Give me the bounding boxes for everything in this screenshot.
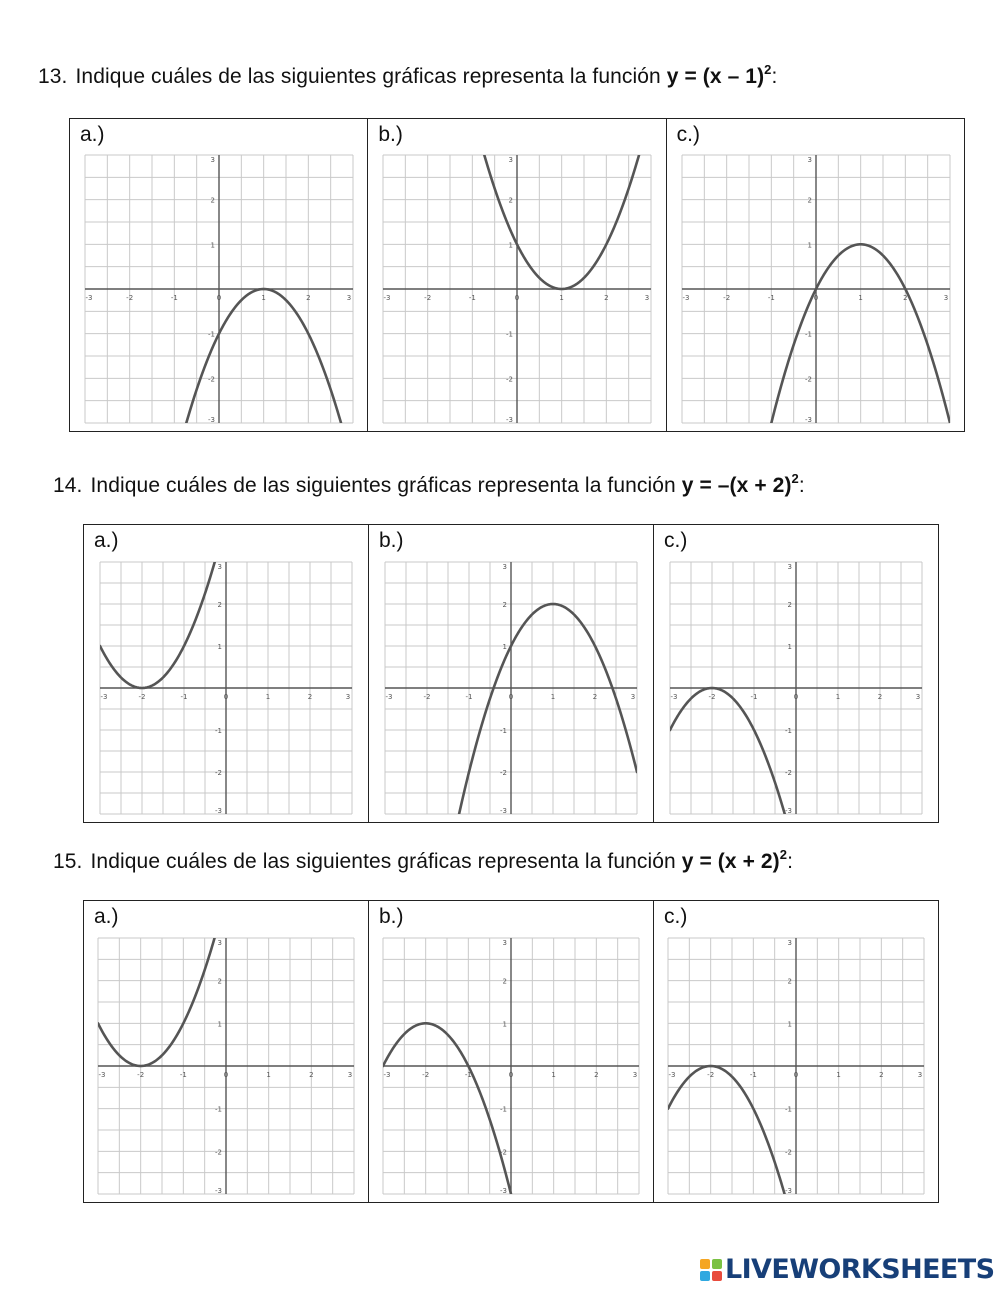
question-suffix: : [798, 474, 805, 497]
x-tick-label: -1 [469, 294, 477, 302]
x-tick-label: -2 [424, 294, 432, 302]
x-tick-label: 1 [265, 693, 271, 701]
y-tick-label: 1 [210, 241, 215, 250]
x-tick-label: -1 [464, 1071, 472, 1079]
y-tick-label: -1 [500, 1105, 507, 1114]
question-text: Indique cuáles de las siguientes gráficas representa la función [90, 474, 682, 497]
coordinate-plot [670, 562, 922, 814]
x-tick-label: 1 [559, 294, 565, 302]
graph-panel-15b[interactable] [369, 901, 654, 1202]
x-tick-label: 2 [879, 1071, 884, 1079]
x-tick-label: 2 [592, 693, 598, 701]
question-formula: y = (x – 1) [666, 65, 765, 88]
x-tick-label: 2 [902, 294, 908, 302]
x-tick-label: -3 [668, 1071, 676, 1079]
x-tick-label: 2 [594, 1071, 599, 1079]
x-tick-label: 1 [266, 1071, 271, 1079]
graph-panel-14b[interactable] [369, 525, 654, 822]
y-tick-label: 3 [787, 563, 792, 571]
x-tick-label: -3 [670, 693, 678, 701]
y-tick-label: -3 [500, 807, 507, 815]
y-tick-label: 1 [807, 241, 812, 250]
y-tick-label: 2 [217, 601, 222, 609]
panel-label: b.) [379, 529, 404, 552]
y-tick-label: 1 [502, 643, 507, 651]
y-tick-label: -3 [215, 807, 222, 815]
x-tick-label: 2 [307, 693, 313, 701]
coordinate-plot [383, 938, 639, 1194]
formula-exponent: 2 [764, 62, 772, 77]
y-tick-label: -2 [500, 1148, 507, 1157]
x-tick-label: 2 [604, 294, 609, 302]
logo-icon [700, 1259, 722, 1281]
x-tick-label: -3 [385, 693, 393, 701]
y-tick-label: -2 [506, 375, 514, 384]
y-tick-label: 2 [787, 601, 792, 609]
y-tick-label: -1 [500, 727, 507, 735]
x-tick-label: -3 [682, 294, 690, 302]
y-tick-label: 2 [217, 977, 222, 986]
panel-label: a.) [94, 905, 119, 928]
y-tick-label: 2 [508, 196, 514, 205]
coordinate-plot [668, 938, 924, 1194]
y-tick-label: 3 [787, 939, 792, 947]
graph-panel-14a[interactable] [84, 525, 369, 822]
liveworksheets-logo[interactable] [700, 1254, 994, 1285]
logo-square-1 [700, 1259, 710, 1269]
y-tick-label: 1 [502, 1020, 507, 1029]
y-tick-label: 3 [210, 156, 215, 164]
y-tick-label: 2 [210, 196, 215, 205]
y-tick-label: -3 [785, 807, 792, 815]
x-tick-label: 0 [223, 1071, 229, 1079]
x-tick-label: -3 [85, 294, 93, 302]
y-tick-label: -2 [785, 1148, 792, 1157]
y-tick-label: 2 [807, 196, 812, 205]
x-tick-label: 0 [515, 294, 520, 302]
y-tick-label: -2 [208, 375, 215, 384]
x-tick-label: -2 [138, 693, 146, 701]
y-tick-label: -3 [804, 416, 812, 424]
x-tick-label: 0 [216, 294, 222, 302]
y-tick-label: -1 [208, 330, 215, 339]
y-tick-label: -2 [500, 769, 507, 777]
question-15-title [53, 847, 794, 874]
x-tick-label: 1 [835, 693, 841, 701]
formula-exponent: 2 [791, 471, 799, 486]
coordinate-plot [100, 562, 352, 814]
y-tick-label: 2 [502, 601, 507, 609]
question-13-graphs [69, 118, 965, 432]
question-number: 15. [53, 850, 83, 873]
y-tick-label: -1 [215, 727, 222, 735]
x-tick-label: 0 [508, 1071, 514, 1079]
logo-square-2 [712, 1259, 722, 1269]
x-tick-label: -1 [749, 1071, 757, 1079]
y-tick-label: -2 [215, 769, 222, 777]
coordinate-plot [682, 155, 950, 423]
x-tick-label: 3 [345, 693, 351, 701]
x-tick-label: 0 [793, 1071, 799, 1079]
x-tick-label: 1 [836, 1071, 841, 1079]
x-tick-label: -2 [126, 294, 134, 302]
graph-panel-14c[interactable] [654, 525, 938, 822]
x-tick-label: 1 [551, 1071, 556, 1079]
y-tick-label: -3 [215, 1187, 222, 1195]
y-tick-label: 3 [502, 939, 507, 947]
x-tick-label: -1 [767, 294, 775, 302]
graph-panel-15c[interactable] [654, 901, 938, 1202]
parabola-curve [383, 0, 651, 289]
question-15-graphs [83, 900, 939, 1203]
question-text: Indique cuáles de las siguientes gráficas representa la función [90, 850, 682, 873]
x-tick-label: -3 [98, 1071, 106, 1079]
x-tick-label: 3 [943, 294, 948, 302]
x-tick-label: 1 [858, 294, 863, 302]
question-14-graphs [83, 524, 939, 823]
question-text: Indique cuáles de las siguientes gráficas representa la función [75, 65, 667, 88]
y-tick-label: 3 [217, 939, 222, 947]
x-tick-label: -1 [465, 693, 473, 701]
panel-label: b.) [378, 123, 403, 146]
x-tick-label: 3 [645, 294, 650, 302]
coordinate-plot [98, 938, 354, 1194]
question-14-title [53, 471, 805, 498]
x-tick-label: 1 [261, 294, 266, 302]
question-number: 13. [38, 65, 68, 88]
x-tick-label: 2 [306, 294, 311, 302]
x-tick-label: 0 [223, 693, 229, 701]
x-tick-label: -1 [179, 1071, 187, 1079]
formula-exponent: 2 [779, 847, 788, 862]
x-tick-label: -2 [137, 1071, 145, 1079]
coordinate-plot [385, 562, 637, 814]
x-tick-label: -2 [708, 693, 716, 701]
panel-label: a.) [80, 123, 105, 146]
x-tick-label: 3 [346, 294, 352, 302]
question-suffix: : [771, 65, 778, 88]
y-tick-label: -1 [506, 330, 514, 339]
y-tick-label: 1 [508, 241, 514, 250]
y-tick-label: 1 [787, 643, 792, 651]
y-tick-label: 3 [502, 563, 507, 571]
panel-label: c.) [664, 529, 688, 552]
coordinate-plot [383, 155, 651, 423]
y-tick-label: -1 [215, 1105, 222, 1114]
x-tick-label: -1 [180, 693, 188, 701]
x-tick-label: -1 [750, 693, 758, 701]
x-tick-label: -3 [383, 1071, 391, 1079]
x-tick-label: -3 [383, 294, 391, 302]
graph-panel-13c[interactable] [667, 119, 964, 431]
y-tick-label: 1 [787, 1020, 792, 1029]
x-tick-label: 3 [917, 1071, 923, 1079]
x-tick-label: -2 [422, 1071, 430, 1079]
y-tick-label: 1 [217, 643, 222, 651]
x-tick-label: -2 [722, 294, 730, 302]
y-tick-label: 2 [787, 977, 792, 986]
x-tick-label: 2 [877, 693, 883, 701]
y-tick-label: 1 [217, 1020, 222, 1029]
y-tick-label: -2 [785, 769, 792, 777]
question-suffix: : [787, 850, 794, 873]
x-tick-label: 0 [813, 294, 818, 302]
y-tick-label: -1 [804, 330, 812, 339]
question-13-title [38, 62, 778, 89]
question-formula: y = (x + 2) [681, 850, 780, 873]
logo-square-3 [700, 1271, 710, 1281]
logo-text: LIVEWORKSHEETS [725, 1254, 995, 1285]
graph-panel-15a[interactable] [84, 901, 369, 1202]
y-tick-label: -3 [500, 1187, 507, 1195]
coordinate-plot [85, 155, 353, 423]
panel-label: b.) [379, 905, 404, 928]
x-tick-label: 3 [630, 693, 636, 701]
y-tick-label: 2 [502, 977, 507, 986]
y-tick-label: 3 [807, 156, 812, 164]
y-tick-label: -2 [804, 375, 812, 384]
graph-panel-13a[interactable] [70, 119, 368, 431]
x-tick-label: 3 [632, 1071, 638, 1079]
x-tick-label: 3 [915, 693, 921, 701]
x-tick-label: -2 [707, 1071, 715, 1079]
x-tick-label: 0 [793, 693, 799, 701]
x-tick-label: -2 [423, 693, 431, 701]
y-tick-label: 3 [217, 563, 222, 571]
y-tick-label: -3 [506, 416, 514, 424]
x-tick-label: 0 [508, 693, 514, 701]
question-number: 14. [53, 474, 83, 497]
x-tick-label: -1 [170, 294, 178, 302]
y-tick-label: -1 [785, 1105, 792, 1114]
x-tick-label: 3 [347, 1071, 353, 1079]
x-tick-label: 1 [550, 693, 556, 701]
panel-label: c.) [664, 905, 688, 928]
y-tick-label: -3 [208, 416, 215, 424]
y-tick-label: -3 [785, 1187, 792, 1195]
panel-label: a.) [94, 529, 119, 552]
x-tick-label: 2 [309, 1071, 314, 1079]
graph-panel-13b[interactable] [368, 119, 666, 431]
y-tick-label: -2 [215, 1148, 222, 1157]
y-tick-label: -1 [785, 727, 792, 735]
question-formula: y = –(x + 2) [681, 474, 792, 497]
panel-label: c.) [676, 123, 700, 146]
y-tick-label: 3 [508, 156, 514, 164]
logo-square-4 [712, 1271, 722, 1281]
x-tick-label: -3 [100, 693, 108, 701]
